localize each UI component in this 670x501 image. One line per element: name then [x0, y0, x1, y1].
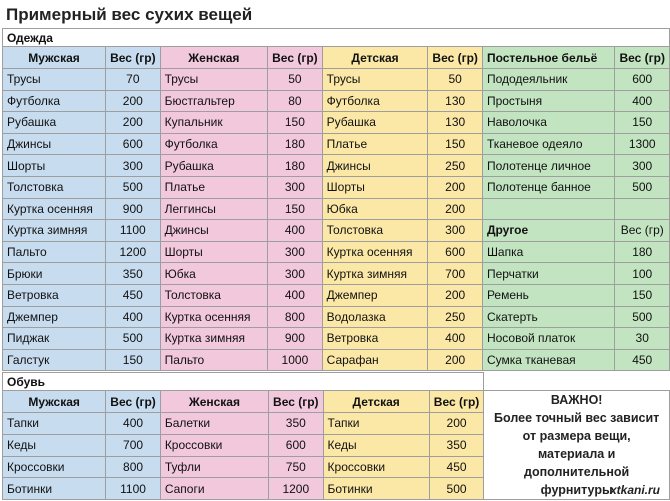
item-weight: 200: [429, 413, 484, 435]
item-weight: 200: [428, 198, 483, 220]
item-weight: 500: [615, 306, 670, 328]
item-weight: 300: [268, 176, 323, 198]
item-weight: 700: [106, 434, 161, 456]
note-line1: ВАЖНО!: [550, 393, 603, 407]
item-weight: 50: [428, 69, 483, 91]
item-weight: 100: [615, 263, 670, 285]
table-row: [3, 112, 670, 134]
shoes-table: [2, 372, 670, 500]
column-header: Мужская: [3, 391, 106, 413]
item-name: Футболка: [3, 90, 106, 112]
item-name: Сапоги: [160, 478, 268, 500]
item-weight: 400: [268, 284, 323, 306]
item-name: Трусы: [322, 69, 428, 91]
item-name: Пиджак: [3, 328, 106, 350]
item-weight: 450: [106, 284, 161, 306]
item-weight: 450: [615, 349, 670, 371]
section-title-shoes: Обувь: [3, 373, 484, 391]
item-weight: 150: [268, 198, 323, 220]
item-name: Леггинсы: [160, 198, 268, 220]
site-watermark: xtkani.ru: [609, 483, 660, 497]
table-row: [3, 176, 670, 198]
item-name: Джемпер: [3, 306, 106, 328]
item-name: Сумка тканевая: [482, 349, 615, 371]
item-name: Ремень: [482, 284, 615, 306]
item-weight: 200: [428, 284, 483, 306]
item-name: Толстовка: [3, 176, 106, 198]
item-name: Наволочка: [482, 112, 615, 134]
item-name: Кроссовки: [323, 456, 429, 478]
item-name: Скатерть: [482, 306, 615, 328]
column-header: Другое: [482, 220, 615, 242]
note-line4: материала и: [537, 447, 616, 461]
column-header: Женская: [160, 391, 268, 413]
weight-header: Вес (гр): [428, 47, 483, 69]
item-weight: 1200: [106, 241, 161, 263]
table-row: [3, 284, 670, 306]
item-weight: 1000: [268, 349, 323, 371]
column-header: Постельное бельё: [482, 47, 615, 69]
empty-cell: [615, 198, 670, 220]
item-name: Трусы: [3, 69, 106, 91]
item-weight: 450: [429, 456, 484, 478]
item-weight: 400: [268, 220, 323, 242]
weight-header: Вес (гр): [429, 391, 484, 413]
section-row: [3, 373, 670, 391]
item-weight: 150: [268, 112, 323, 134]
item-name: Куртка осенняя: [3, 198, 106, 220]
item-name: Толстовка: [160, 284, 268, 306]
item-name: Платье: [160, 176, 268, 198]
item-weight: 500: [429, 478, 484, 500]
column-header: Мужская: [3, 47, 106, 69]
item-name: Полотенце банное: [482, 176, 615, 198]
item-weight: 750: [269, 456, 324, 478]
item-name: Брюки: [3, 263, 106, 285]
weight-header: Вес (гр): [269, 391, 324, 413]
item-weight: 150: [428, 133, 483, 155]
item-name: Носовой платок: [482, 328, 615, 350]
item-name: Куртка зимняя: [3, 220, 106, 242]
section-title-clothes: Одежда: [3, 29, 670, 47]
table-row: [3, 133, 670, 155]
item-name: Галстук: [3, 349, 106, 371]
item-weight: 300: [268, 263, 323, 285]
item-weight: 50: [268, 69, 323, 91]
item-weight: 300: [615, 155, 670, 177]
item-name: Футболка: [160, 133, 268, 155]
item-name: Платье: [322, 133, 428, 155]
item-name: Ботинки: [3, 478, 106, 500]
table-row: [3, 263, 670, 285]
item-name: Юбка: [322, 198, 428, 220]
item-weight: 300: [268, 241, 323, 263]
item-name: Балетки: [160, 413, 268, 435]
item-weight: 1200: [269, 478, 324, 500]
item-name: Шапка: [482, 241, 615, 263]
item-name: Джинсы: [322, 155, 428, 177]
item-weight: 1100: [106, 478, 161, 500]
item-weight: 600: [269, 434, 324, 456]
table-row: [3, 155, 670, 177]
column-header: Женская: [160, 47, 268, 69]
item-weight: 800: [268, 306, 323, 328]
item-name: Толстовка: [322, 220, 428, 242]
item-name: Простыня: [482, 90, 615, 112]
weight-header: Вес (гр): [106, 47, 161, 69]
item-weight: 500: [106, 328, 161, 350]
item-weight: 150: [106, 349, 161, 371]
item-name: Трусы: [160, 69, 268, 91]
item-weight: 600: [106, 133, 161, 155]
column-header: Детская: [323, 391, 429, 413]
item-name: Рубашка: [160, 155, 268, 177]
item-weight: 900: [106, 198, 161, 220]
item-name: Ботинки: [323, 478, 429, 500]
weight-header: Вес (гр): [615, 47, 670, 69]
clothes-table: [2, 28, 670, 371]
column-header: Детская: [322, 47, 428, 69]
table-row: [3, 69, 670, 91]
item-weight: 500: [106, 176, 161, 198]
table-row: [3, 90, 670, 112]
item-weight: 70: [106, 69, 161, 91]
item-name: Ветровка: [322, 328, 428, 350]
item-weight: 400: [428, 328, 483, 350]
item-name: Пальто: [160, 349, 268, 371]
item-name: Тапки: [323, 413, 429, 435]
note-line5: дополнительной фурнитуры: [524, 465, 630, 497]
weight-header: Вес (гр): [615, 220, 670, 242]
item-weight: 1300: [615, 133, 670, 155]
item-name: Джинсы: [160, 220, 268, 242]
item-name: Кроссовки: [160, 434, 268, 456]
item-weight: 200: [106, 112, 161, 134]
note-line2: Более точный вес зависит: [494, 411, 660, 425]
item-weight: 600: [428, 241, 483, 263]
item-name: Сарафан: [322, 349, 428, 371]
item-weight: 400: [106, 306, 161, 328]
item-name: Куртка зимняя: [322, 263, 428, 285]
item-weight: 30: [615, 328, 670, 350]
item-name: Тканевое одеяло: [482, 133, 615, 155]
item-name: Шорты: [3, 155, 106, 177]
item-weight: 350: [429, 434, 484, 456]
item-name: Купальник: [160, 112, 268, 134]
item-name: Полотенце личное: [482, 155, 615, 177]
item-weight: 180: [268, 155, 323, 177]
item-name: Джинсы: [3, 133, 106, 155]
item-weight: 350: [269, 413, 324, 435]
item-name: Кроссовки: [3, 456, 106, 478]
item-name: Куртка зимняя: [160, 328, 268, 350]
weight-header: Вес (гр): [268, 47, 323, 69]
item-weight: 350: [106, 263, 161, 285]
table-row: [3, 220, 670, 242]
table-row: [3, 349, 670, 371]
item-name: Куртка осенняя: [322, 241, 428, 263]
item-weight: 900: [268, 328, 323, 350]
table-row: [3, 198, 670, 220]
item-weight: 800: [106, 456, 161, 478]
item-weight: 250: [428, 155, 483, 177]
item-weight: 600: [615, 69, 670, 91]
table-row: [3, 306, 670, 328]
item-name: Пододеяльник: [482, 69, 615, 91]
item-weight: 200: [428, 176, 483, 198]
item-name: Перчатки: [482, 263, 615, 285]
item-name: Шорты: [322, 176, 428, 198]
item-name: Юбка: [160, 263, 268, 285]
item-name: Рубашка: [322, 112, 428, 134]
header-row: [3, 391, 670, 413]
item-weight: 200: [428, 349, 483, 371]
table-row: [3, 328, 670, 350]
item-weight: 400: [106, 413, 161, 435]
empty-cell: [482, 198, 615, 220]
note-line3: от размера вещи,: [522, 429, 631, 443]
item-weight: 300: [428, 220, 483, 242]
item-weight: 700: [428, 263, 483, 285]
page-title: Примерный вес сухих вещей: [6, 5, 253, 24]
item-name: Пальто: [3, 241, 106, 263]
item-weight: 400: [615, 90, 670, 112]
weight-header: Вес (гр): [106, 391, 161, 413]
item-weight: 80: [268, 90, 323, 112]
table-row: [3, 241, 670, 263]
empty-cell: [484, 373, 670, 391]
item-weight: 130: [428, 90, 483, 112]
item-weight: 200: [106, 90, 161, 112]
item-name: Футболка: [322, 90, 428, 112]
item-weight: 130: [428, 112, 483, 134]
item-weight: 150: [615, 284, 670, 306]
item-weight: 500: [615, 176, 670, 198]
item-name: Бюстгальтер: [160, 90, 268, 112]
item-weight: 1100: [106, 220, 161, 242]
item-name: Джемпер: [322, 284, 428, 306]
item-name: Ветровка: [3, 284, 106, 306]
section-row: [3, 29, 670, 47]
item-name: Кеды: [3, 434, 106, 456]
item-name: Куртка осенняя: [160, 306, 268, 328]
item-weight: 150: [615, 112, 670, 134]
item-name: Водолазка: [322, 306, 428, 328]
item-weight: 180: [268, 133, 323, 155]
item-weight: 300: [106, 155, 161, 177]
item-name: Туфли: [160, 456, 268, 478]
item-weight: 250: [428, 306, 483, 328]
item-name: Кеды: [323, 434, 429, 456]
item-weight: 180: [615, 241, 670, 263]
item-name: Рубашка: [3, 112, 106, 134]
item-name: Тапки: [3, 413, 106, 435]
header-row: [3, 47, 670, 69]
item-name: Шорты: [160, 241, 268, 263]
